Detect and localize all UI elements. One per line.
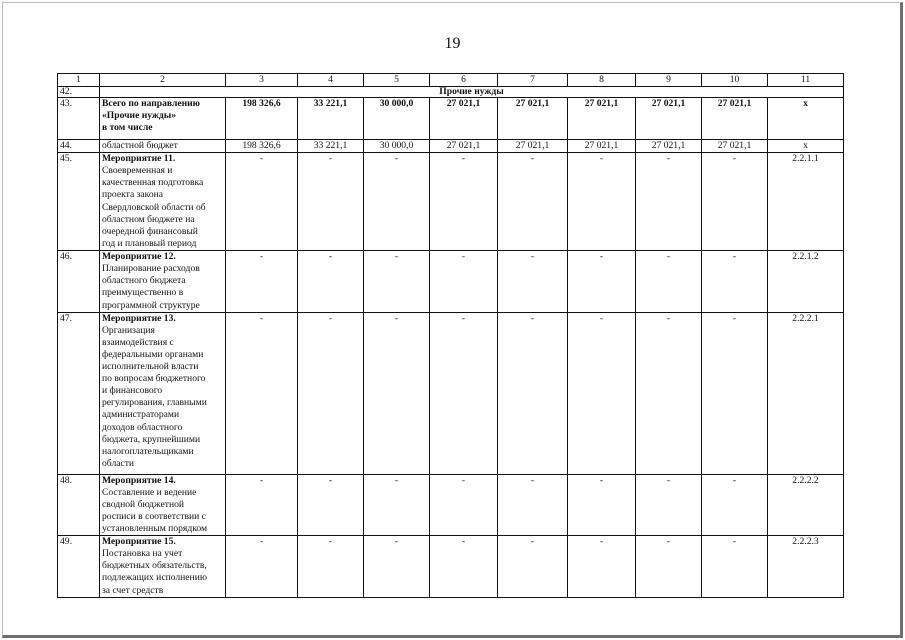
value-cell: 30 000,0 — [364, 140, 430, 153]
value-cell: - — [498, 312, 568, 474]
value-cell: - — [430, 474, 498, 535]
value-cell: - — [636, 536, 702, 597]
row-number: 47. — [58, 312, 100, 474]
value-cell: - — [702, 536, 768, 597]
row-label: Всего по направлению «Прочие нужды» в том числе — [100, 98, 226, 140]
column-header: 3 — [226, 74, 298, 87]
budget-table — [57, 73, 844, 598]
value-cell: 30 000,0 — [364, 98, 430, 140]
value-cell: - — [298, 312, 364, 474]
value-cell: 27 021,1 — [568, 98, 636, 140]
code-cell: 2.2.2.3 — [768, 536, 844, 597]
value-cell: - — [702, 312, 768, 474]
value-cell: - — [298, 251, 364, 312]
column-header: 6 — [430, 74, 498, 87]
header-row — [58, 74, 844, 87]
measure-text: Организация взаимодействия с федеральными органами исполнительной власти по вопросам бюджетного и финансового регулирования, главными администраторами доходов областного бюджета, крупнейшими налогоплательщиками области — [102, 324, 207, 469]
value-cell: 33 221,1 — [298, 140, 364, 153]
column-header: 11 — [768, 74, 844, 87]
value-cell: - — [636, 474, 702, 535]
column-header: 10 — [702, 74, 768, 87]
measure-title: Мероприятие 14. — [102, 474, 176, 486]
column-header: 5 — [364, 74, 430, 87]
measure-title: Мероприятие 15. — [102, 536, 176, 548]
row-number: 43. — [58, 98, 100, 140]
value-cell: - — [498, 536, 568, 597]
column-header: 2 — [100, 74, 226, 87]
value-cell: - — [364, 536, 430, 597]
row-number: 48. — [58, 474, 100, 535]
value-cell: - — [636, 312, 702, 474]
value-cell: - — [298, 474, 364, 535]
measure-row — [58, 312, 844, 474]
measure-text: Планирование расходов областного бюджета преимущественно в программной структуре — [102, 263, 200, 311]
value-cell: - — [364, 153, 430, 251]
value-cell: 27 021,1 — [568, 140, 636, 153]
value-cell: - — [702, 474, 768, 535]
value-cell: - — [702, 153, 768, 251]
value-cell: - — [498, 251, 568, 312]
value-cell: 27 021,1 — [636, 140, 702, 153]
measure-text: Своевременная и качественная подготовка проекта закона Свердловской области об областном бюджете на очередной финансовый год и плановый период — [102, 165, 206, 249]
measure-description — [100, 153, 226, 251]
value-cell: - — [364, 474, 430, 535]
page-number: 19 — [444, 35, 461, 52]
value-cell: - — [568, 536, 636, 597]
regional-row — [58, 140, 844, 153]
value-cell: - — [226, 312, 298, 474]
column-header: 8 — [568, 74, 636, 87]
value-cell: 27 021,1 — [702, 98, 768, 140]
value-cell: - — [430, 153, 498, 251]
value-cell: 27 021,1 — [430, 98, 498, 140]
code-cell: x — [768, 140, 844, 153]
value-cell: - — [636, 153, 702, 251]
section-title: Прочие нужды — [100, 87, 844, 98]
column-header: 4 — [298, 74, 364, 87]
value-cell: 27 021,1 — [498, 140, 568, 153]
value-cell: 27 021,1 — [430, 140, 498, 153]
measure-text: Постановка на учет бюджетных обязательств, подлежащих исполнению за счет средств — [102, 548, 207, 596]
value-cell: 27 021,1 — [636, 98, 702, 140]
value-cell: 27 021,1 — [702, 140, 768, 153]
value-cell: - — [636, 251, 702, 312]
column-header: 7 — [498, 74, 568, 87]
measure-title: Мероприятие 13. — [102, 312, 176, 324]
value-cell: - — [430, 251, 498, 312]
row-number: 46. — [58, 251, 100, 312]
value-cell: - — [298, 153, 364, 251]
code-cell: 2.2.2.1 — [768, 312, 844, 474]
value-cell: - — [568, 474, 636, 535]
row-number: 44. — [58, 140, 100, 153]
measure-row — [58, 536, 844, 597]
value-cell: - — [702, 251, 768, 312]
value-cell: 27 021,1 — [498, 98, 568, 140]
measure-row — [58, 251, 844, 312]
code-cell: 2.2.1.1 — [768, 153, 844, 251]
value-cell: 198 326,6 — [226, 98, 298, 140]
row-number: 45. — [58, 153, 100, 251]
value-cell: - — [498, 153, 568, 251]
value-cell: - — [364, 251, 430, 312]
measure-description — [100, 536, 226, 597]
value-cell: - — [568, 251, 636, 312]
total-row — [58, 98, 844, 140]
section-row — [58, 87, 844, 98]
value-cell: - — [568, 312, 636, 474]
column-header: 9 — [636, 74, 702, 87]
measure-row — [58, 153, 844, 251]
value-cell: - — [430, 536, 498, 597]
value-cell: - — [364, 312, 430, 474]
value-cell: - — [568, 153, 636, 251]
value-cell: - — [226, 251, 298, 312]
measure-description — [100, 251, 226, 312]
value-cell: - — [430, 312, 498, 474]
measure-row — [58, 474, 844, 535]
measure-title: Мероприятие 11. — [102, 153, 176, 165]
code-cell: 2.2.1.2 — [768, 251, 844, 312]
code-cell: x — [768, 98, 844, 140]
measure-description — [100, 474, 226, 535]
value-cell: - — [226, 536, 298, 597]
value-cell: - — [498, 474, 568, 535]
measure-text: Составление и ведение сводной бюджетной росписи в соответствии с установленным порядком — [102, 486, 208, 535]
row-number: 49. — [58, 536, 100, 597]
value-cell: 33 221,1 — [298, 98, 364, 140]
value-cell: 198 326,6 — [226, 140, 298, 153]
column-header: 1 — [58, 74, 100, 87]
value-cell: - — [226, 474, 298, 535]
value-cell: - — [226, 153, 298, 251]
measure-title: Мероприятие 12. — [102, 251, 176, 263]
row-number: 42. — [58, 87, 100, 98]
value-cell: - — [298, 536, 364, 597]
measure-description — [100, 312, 226, 474]
code-cell: 2.2.2.2 — [768, 474, 844, 535]
row-label: областной бюджет — [100, 140, 226, 153]
